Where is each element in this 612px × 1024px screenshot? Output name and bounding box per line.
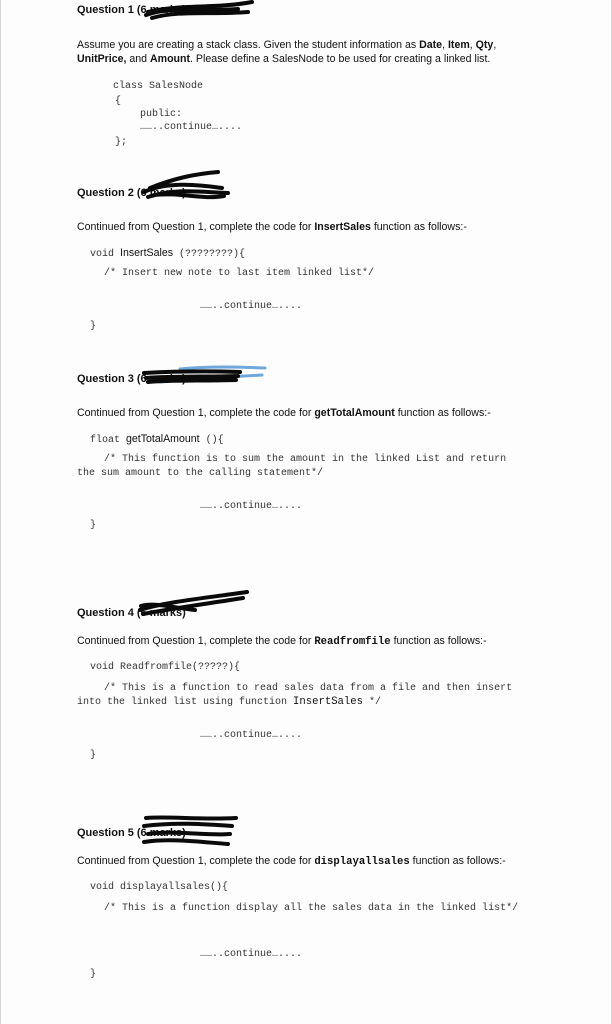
q3-heading: Question 3 (6 marks) — [77, 373, 186, 385]
q1-code-open: { — [115, 96, 122, 107]
q3-close: } — [90, 520, 97, 531]
q1-sep-3: , — [493, 39, 497, 51]
q2-heading: Question 2 (6 marks) — [77, 187, 186, 199]
q4-intro-suffix: function as follows:- — [390, 635, 487, 647]
q5-func-name: displayallsales — [314, 856, 410, 868]
q2-comment: /* Insert new note to last item linked list*/ — [104, 268, 375, 279]
q1-code-continue: ……..continue….... — [140, 122, 243, 133]
q2-close: } — [90, 321, 97, 332]
q4-func-name: Readfromfile — [314, 636, 391, 648]
q3-signature — [90, 433, 224, 446]
q1-field-qty: Qty — [475, 39, 494, 51]
q1-code-public: public: — [140, 109, 183, 120]
q5-intro — [77, 855, 506, 868]
q2-func-name: InsertSales — [314, 221, 371, 233]
q3-intro — [77, 407, 491, 419]
q1-heading: Question 1 (6 marks) — [77, 4, 186, 16]
q3-sig-name: getTotalAmount — [126, 433, 200, 445]
q3-comment: /* This function is to sum the amount in the linked List and return the sum amount to the calling statement*/ — [77, 454, 507, 479]
page-left-edge — [0, 0, 1, 1024]
q2-marks-scribble — [140, 170, 235, 205]
q3-marks-scribble — [140, 360, 270, 390]
q4-comment-text-1: /* This is a function to read sales data from a file and then insert into the linked list using function — [77, 683, 513, 708]
q5-intro-prefix: Continued from Question 1, complete the code for — [77, 855, 315, 867]
q2-intro-suffix: function as follows:- — [370, 221, 467, 233]
q4-comment — [77, 682, 517, 709]
q1-marks-scribble — [140, 0, 255, 22]
q2-signature — [90, 247, 245, 260]
q2-sig-name: InsertSales — [120, 247, 174, 259]
q2-intro-prefix: Continued from Question 1, complete the code for — [77, 221, 315, 233]
q4-close: } — [90, 750, 97, 761]
q4-heading: Question 4 (6 marks) — [77, 607, 186, 619]
q5-intro-suffix: function as follows:- — [409, 855, 506, 867]
q4-marks-scribble — [135, 588, 255, 620]
q5-signature: void displayallsales(){ — [90, 882, 229, 893]
q1-intro-text-2: . Please define a SalesNode to be used for creating a linked list. — [190, 52, 491, 65]
q1-intro — [77, 39, 537, 66]
q4-intro — [77, 635, 487, 648]
q2-sig-args: (????????){ — [173, 249, 246, 260]
q3-sig-args: (){ — [199, 435, 224, 446]
q3-intro-suffix: function as follows:- — [394, 407, 491, 419]
q1-sep-2: , — [469, 39, 476, 51]
q5-comment: /* This is a function display all the sales data in the linked list*/ — [104, 903, 519, 914]
q5-continue: ……..continue….... — [200, 949, 303, 960]
q3-func-name: getTotalAmount — [314, 407, 395, 419]
q4-signature: void Readfromfile(?????){ — [90, 662, 241, 673]
q1-field-date: Date — [419, 39, 443, 51]
q1-intro-text-1: Assume you are creating a stack class. Given the student information as — [77, 39, 420, 51]
q4-comment-func: InsertSales — [293, 695, 363, 708]
q4-comment-text-2: */ — [362, 696, 381, 708]
q3-sig-type: float — [90, 435, 127, 446]
q1-sep-4: and — [126, 52, 151, 65]
q2-intro — [77, 221, 467, 233]
q1-field-amount: Amount — [150, 52, 191, 65]
q4-continue: ……..continue….... — [200, 730, 303, 741]
q4-intro-prefix: Continued from Question 1, complete the code for — [77, 635, 315, 647]
q1-field-unitprice: UnitPrice, — [77, 52, 127, 65]
q3-continue: ……..continue….... — [200, 501, 303, 512]
q5-heading: Question 5 (6 marks) — [77, 827, 186, 839]
q1-code-close: }; — [115, 137, 128, 148]
q2-continue: ……..continue….... — [200, 301, 303, 312]
q5-close: } — [90, 969, 97, 980]
q1-sep-1: , — [442, 39, 448, 51]
q5-marks-scribble — [140, 812, 240, 850]
q1-field-item: Item — [447, 39, 470, 51]
q1-code-class: class SalesNode — [113, 81, 204, 92]
q3-intro-prefix: Continued from Question 1, complete the code for — [77, 407, 315, 419]
q2-sig-type: void — [90, 249, 121, 260]
